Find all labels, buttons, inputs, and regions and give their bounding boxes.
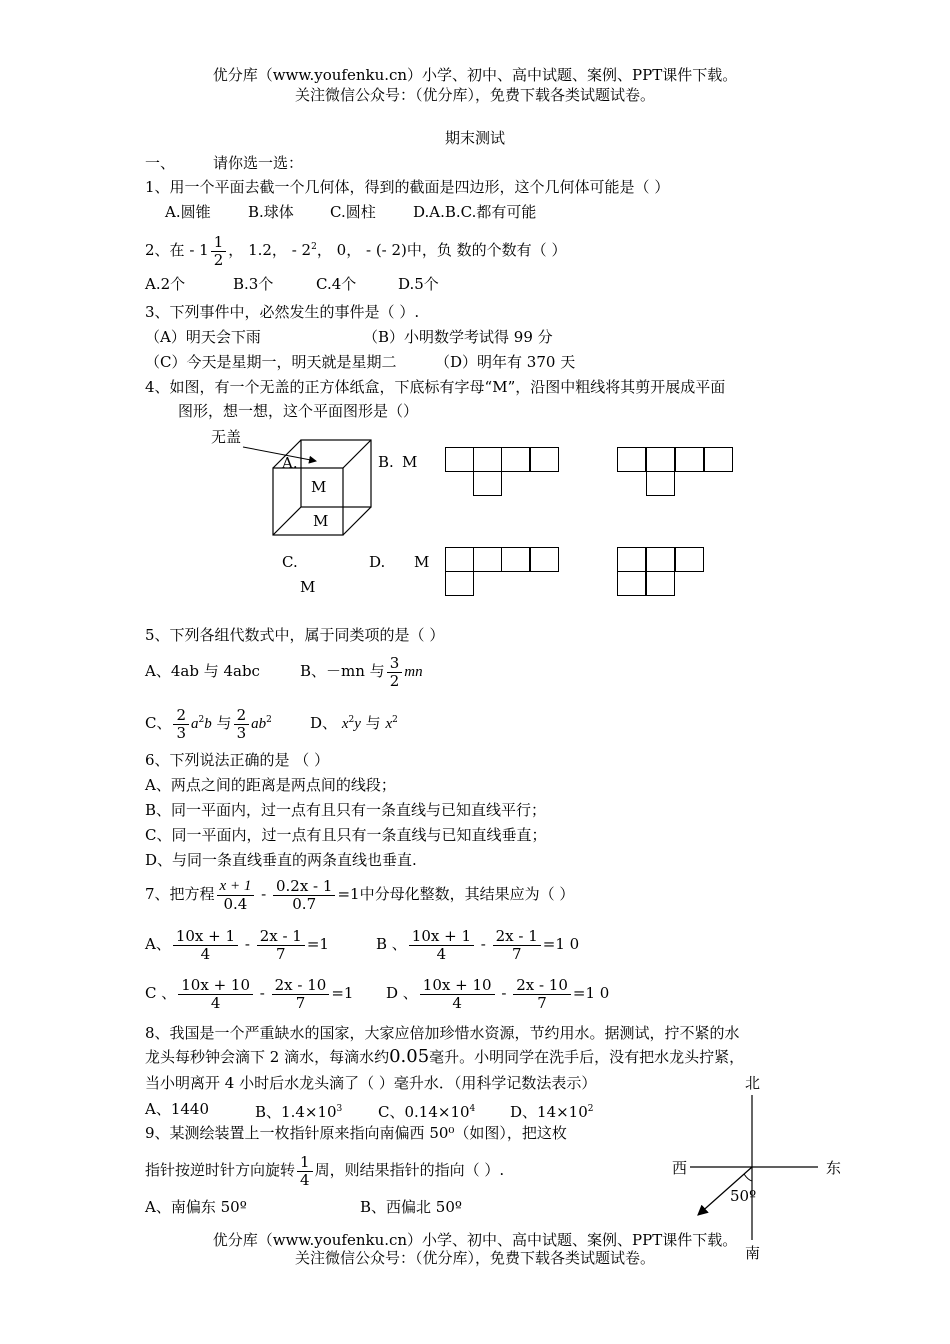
q2-suffix: 中，负 数的个数有（ ） [406,241,567,259]
q2-option-a: A.2个 [145,275,186,293]
option-c-label: C. [282,553,298,571]
q6-option-d: D、与同一条直线垂直的两条直线也垂直. [145,851,417,869]
q3-option-a: （A）明天会下雨 [145,328,261,346]
section-number: 一、 [145,154,176,172]
q8-option-d: D、$14\times 10^2$ [510,1103,594,1121]
q2-term-1: - 1 [189,241,209,259]
q2-term-4: 0 [336,241,347,259]
q7-stem: 7、把方程 $\frac{x + 1}{0.4}$ - $\frac{0.2x - 1}{0.7}$ =1中分母化整数，其结果应为（ ） [145,876,575,913]
q2-prefix: 2、在 [145,241,185,259]
q7-option-d: D 、 $\frac{10x + 10}{4}$ - $\frac{2x - 10}{7}$ =1 0 [386,975,610,1012]
q7-option-a: A、 $\frac{10x + 1}{4}$ - $\frac{2x - 1}{7}$ =1 [145,926,329,963]
q5-option-d: D、 $x^2y$ 与 $x^2$ [310,714,398,732]
q1-option-a: A.圆锥 [165,203,211,221]
q8-line-3: 当小明离开 4 小时后水龙头滴了（ ）毫升水．（用科学记数法表示） [145,1074,597,1092]
lid-label: 无盖 [211,428,242,446]
q3-stem: 3、下列事件中，必然发生的事件是（ ）. [145,303,420,321]
q9-option-b: B、西偏北 50º [360,1198,462,1216]
q2-fraction: $\frac{1}{2}$ [211,234,227,269]
header-line-1: 优分库（www.youfenku.cn）小学、初中、高中试题、案例、PPT课件下载。 [212,66,738,84]
q7-option-b: B 、 $\frac{10x + 1}{4}$ - $\frac{2x - 1}{7}$ =1 0 [376,926,580,963]
q8-line-1: 8、我国是一个严重缺水的国家，大家应倍加珍惜水资源，节约用水。据测试，拧不紧的水 [145,1024,740,1042]
q5-option-a: A、4ab 与 4abc [145,662,260,680]
option-c-letter-m: M [300,578,316,596]
q2-option-d: D.5个 [398,275,439,293]
q8-option-c: C、$0.14\times 10^4$ [378,1103,476,1121]
q6-option-b: B、同一平面内，过一点有且只有一条直线与已知直线平行； [145,801,547,819]
angle-arc [744,1174,752,1181]
q8-option-b: B、$1.4\times 10^3$ [255,1103,343,1121]
q6-option-c: C、同一平面内，过一点有且只有一条直线与已知直线垂直； [145,826,547,844]
q4-stem-line-1: 4、如图，有一个无盖的正方体纸盒，下底标有字母“M”，沿图中粗线将其剪开展成平面 [145,378,726,396]
q1-option-c: C.圆柱 [330,203,376,221]
compass-north: 北 [745,1074,761,1092]
option-d-label: D. [369,553,386,571]
q1-option-b: B.球体 [248,203,294,221]
q3-option-b: （B）小明数学考试得 99 分 [363,328,553,346]
q2-term-2: 1.2 [248,241,272,259]
q7-option-c: C 、 $\frac{10x + 10}{4}$ - $\frac{2x - 10}{7}$ =1 [145,975,354,1012]
q2-option-b: B.3个 [233,275,274,293]
q2-term-5: - (- 2) [365,241,407,259]
q6-stem: 6、下列说法正确的是 （ ） [145,751,330,769]
option-a-label: A. [282,454,298,472]
q2-option-c: C.4个 [316,275,357,293]
q1-option-d: D.A.B.C.都有可能 [413,203,537,221]
q9-line-2: 指针按逆时针方向旋转 $\frac{1}{4}$ 周，则结果指针的指向（ ）. [145,1152,505,1189]
section-label: 请你选一选： [213,154,304,172]
q3-option-c: （C）今天是星期一，明天就是星期二 [145,353,397,371]
q9-option-a: A、南偏东 50º [145,1198,247,1216]
q5-stem: 5、下列各组代数式中，属于同类项的是（ ） [145,626,445,644]
compass-east: 东 [826,1159,842,1177]
compass-south: 南 [745,1244,761,1262]
q2-term-3: - $2^2$ [291,241,317,259]
q4-stem-line-2: 图形，想一想，这个平面图形是（） [178,402,419,420]
cube-letter-m-bottom: M [313,512,329,530]
q5-option-b: B、－mn 与 $\frac{3}{2}$ mn [300,653,423,690]
option-b-label: B. [378,453,394,471]
footer-line-1: 优分库（www.youfenku.cn）小学、初中、高中试题、案例、PPT课件下载。 [212,1231,738,1249]
cube-letter-m: M [311,478,327,496]
header-line-2: 关注微信公众号：（优分库），免费下载各类试题试卷。 [294,86,655,104]
q5-option-c: C、 $\frac{2}{3}$ $a^2b$ 与 $\frac{2}{3}$ $ab^2$ [145,705,272,742]
page-title: 期末测试 [444,129,505,147]
q9-line-1: 9、某测绘装置上一枚指针原来指向南偏西 50⁰（如图），把这枚 [145,1124,567,1142]
compass-west: 西 [672,1159,688,1177]
q8-line-2: 龙头每秒钟会滴下 2 滴水，每滴水约0.05毫升。小明同学在洗手后，没有把水龙头拧紧， [145,1046,745,1067]
option-d-letter-m: M [414,553,430,571]
q2-stem: 2、在 - 1 $\frac{1}{2}$ ， 1.2， - $2^2$， 0， - (- 2)中，负 数的个数有（ ） [145,232,567,269]
option-b-letter-m: M [402,453,418,471]
q6-option-a: A、两点之间的距离是两点间的线段； [145,776,396,794]
q3-option-d: （D）明年有 370 天 [435,353,576,371]
footer-line-2: 关注微信公众号：（优分库），免费下载各类试题试卷。 [294,1249,655,1267]
compass-angle: 50º [730,1187,757,1205]
q1-stem: 1、用一个平面去截一个几何体，得到的截面是四边形，这个几何体可能是（ ） [145,178,670,196]
q8-option-a: A、1440 [145,1100,210,1118]
